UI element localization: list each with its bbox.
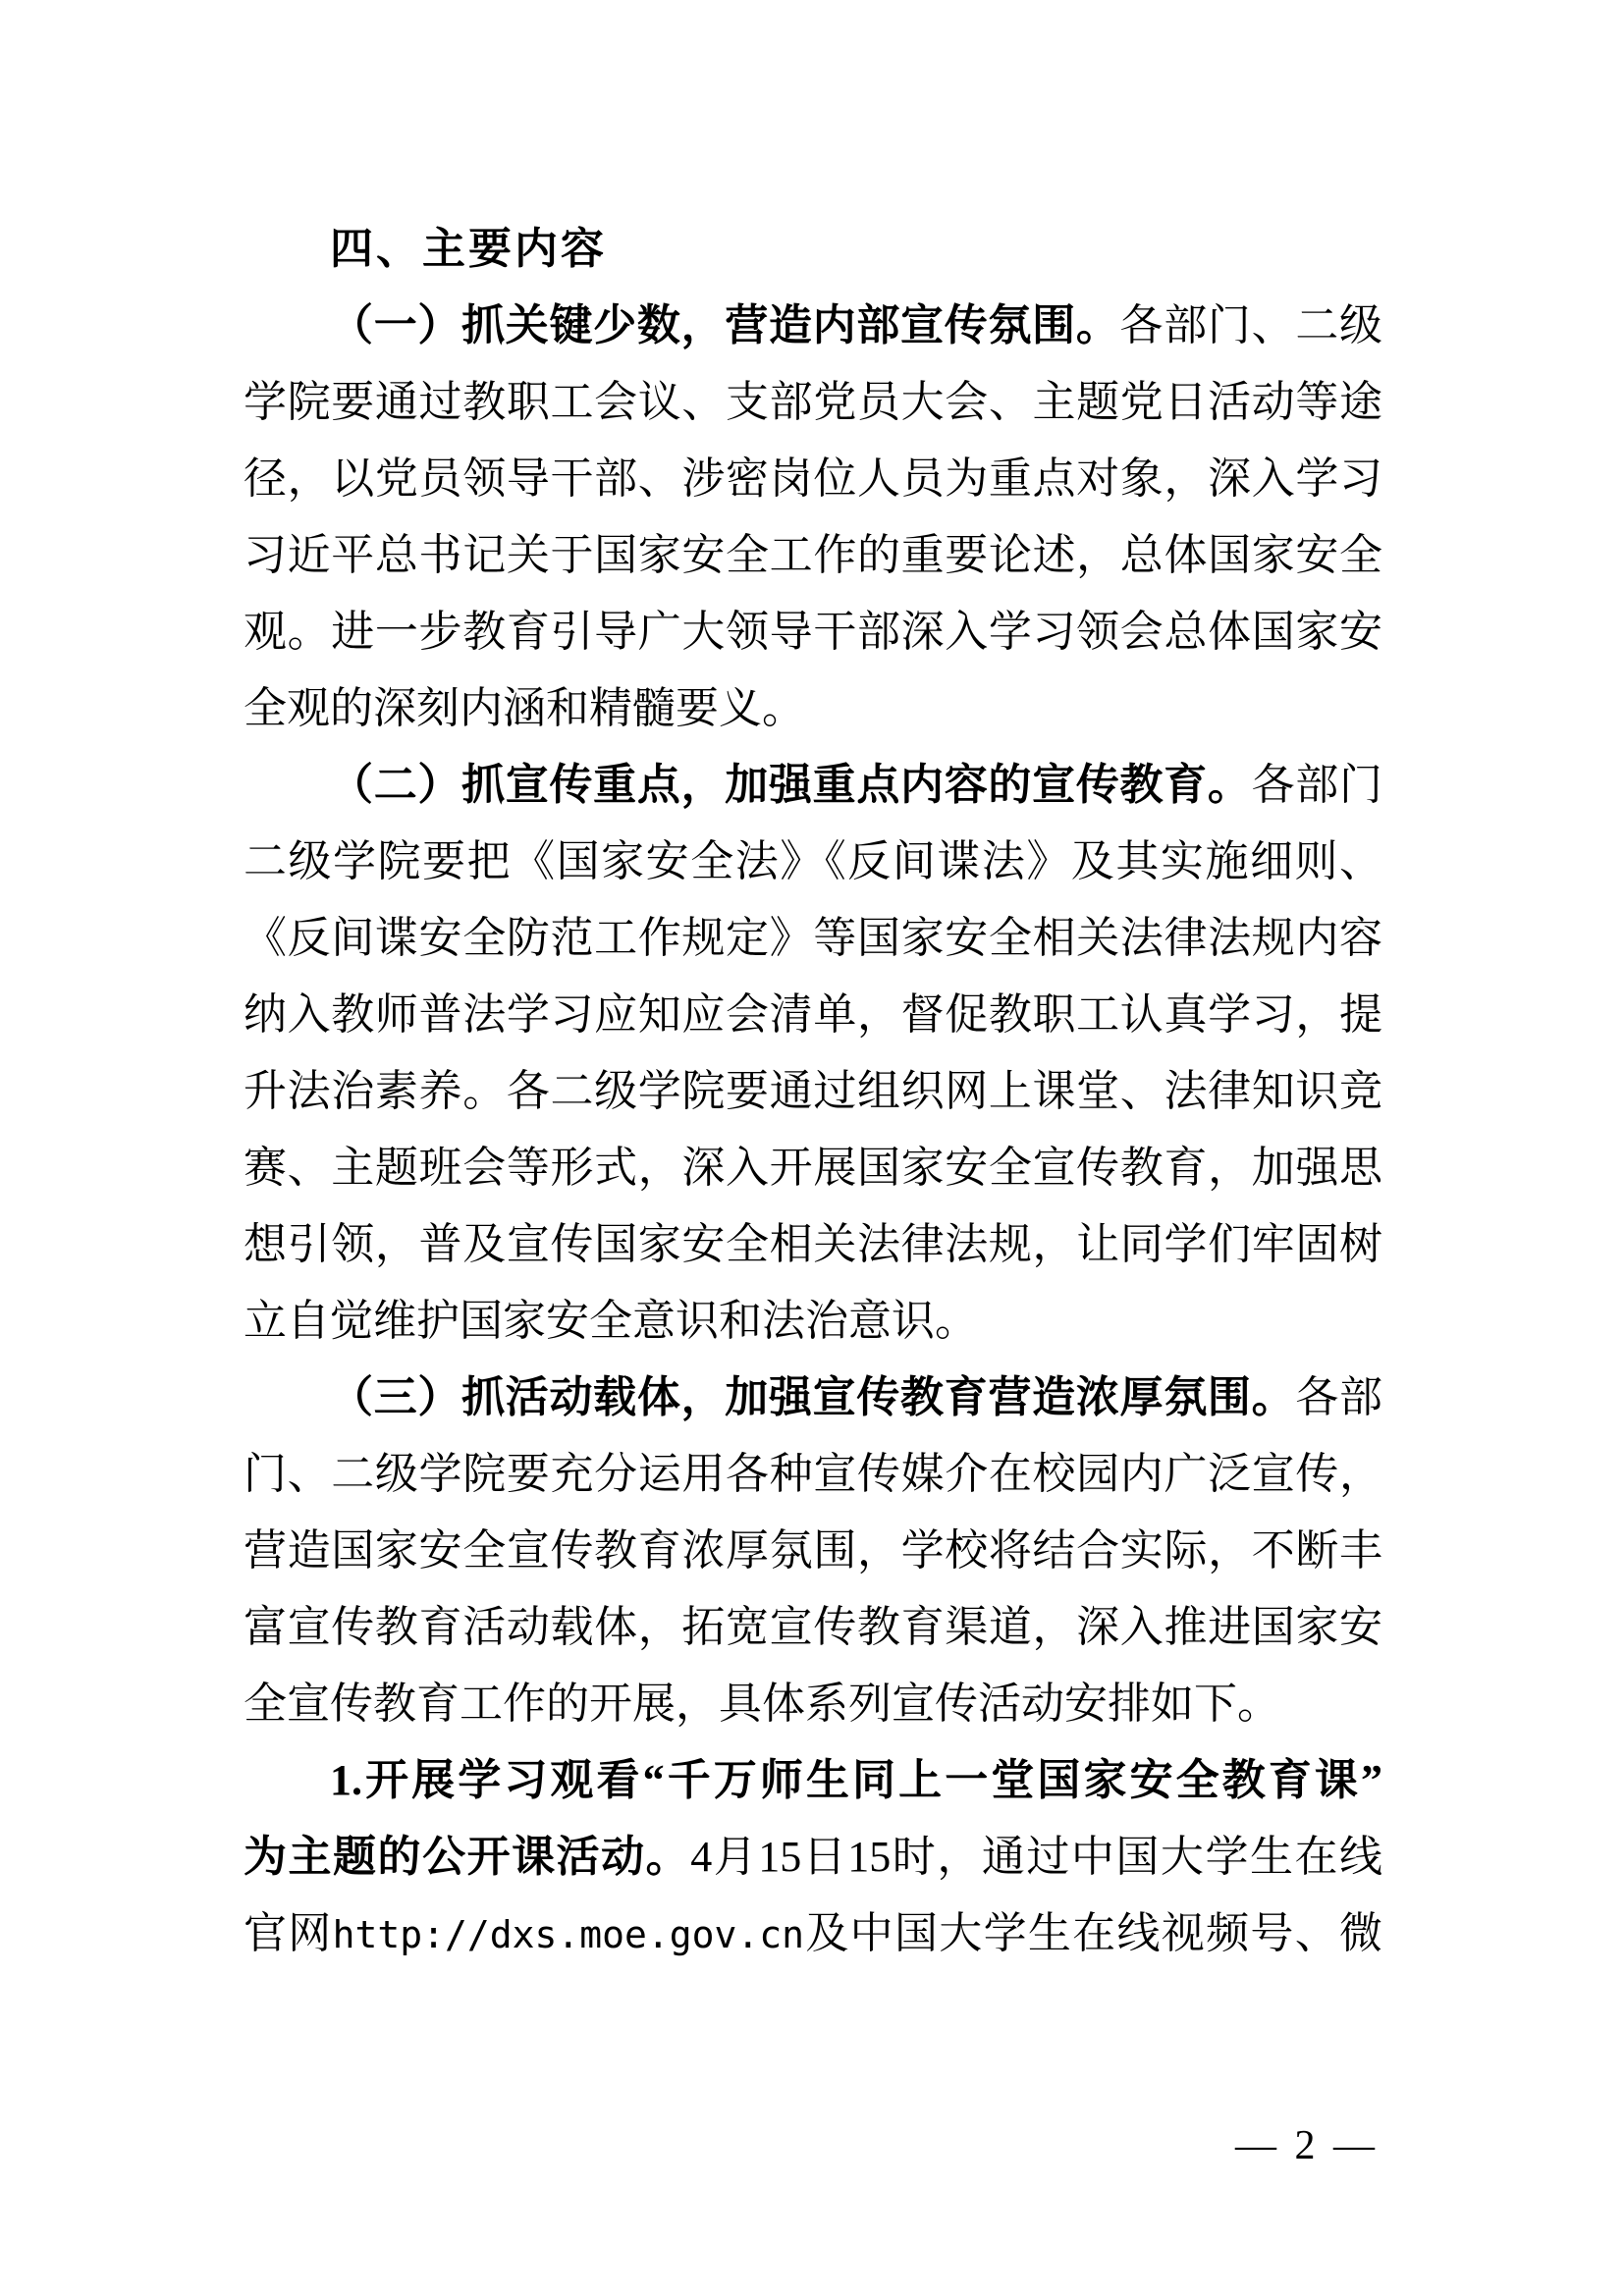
text-segment: （二）抓宣传重点，加强重点内容的宣传教育。 <box>330 761 1252 809</box>
text-segment: 升法治素养。各二级学院要通过组织网上课堂、法律知识竞 <box>244 1067 1382 1115</box>
text-line <box>244 288 1382 364</box>
text-segment: 为主题的公开课活动。 <box>244 1833 691 1881</box>
text-line <box>244 1513 1382 1589</box>
text-segment: 4月15日15时，通过中国大学生在线 <box>690 1833 1383 1881</box>
text-line <box>244 1206 1382 1283</box>
text-line <box>244 1130 1382 1206</box>
text-segment: 二级学院要把《国家安全法》《反间谍法》及其实施细则、 <box>244 837 1382 885</box>
text-line <box>244 1819 1382 1896</box>
text-segment: 立自觉维护国家安全意识和法治意识。 <box>244 1297 978 1345</box>
text-line <box>244 441 1382 517</box>
text-line <box>244 747 1382 824</box>
text-line <box>244 824 1382 900</box>
text-line <box>244 1589 1382 1666</box>
page-number: — 2 — <box>1235 2123 1379 2168</box>
text-segment: 观。进一步教育引导广大领导干部深入学习领会总体国家安 <box>244 608 1382 656</box>
document-body <box>244 211 1382 1972</box>
url-text: http://dxs.moe.gov.cn <box>332 1913 805 1956</box>
text-line <box>244 1896 1382 1972</box>
text-line <box>244 1053 1382 1130</box>
text-line <box>244 1436 1382 1513</box>
section-heading <box>244 211 1382 288</box>
text-line <box>244 517 1382 594</box>
text-line <box>244 594 1382 670</box>
text-segment: 各部门、二级 <box>1119 301 1383 349</box>
text-segment: 各部 <box>1295 1373 1383 1421</box>
text-line <box>244 364 1382 441</box>
text-segment: 全宣传教育工作的开展，具体系列宣传活动安排如下。 <box>244 1680 1280 1728</box>
text-segment: 营造国家安全宣传教育浓厚氛围，学校将结合实际，不断丰 <box>244 1526 1382 1575</box>
text-segment: 四、主要内容 <box>330 225 607 273</box>
text-segment: 门、二级学院要充分运用各种宣传媒介在校园内广泛宣传， <box>244 1450 1382 1498</box>
text-line <box>244 900 1382 977</box>
text-segment: 富宣传教育活动载体，拓宽宣传教育渠道，深入推进国家安 <box>244 1603 1382 1651</box>
text-line <box>244 1360 1382 1436</box>
text-segment: 各部门 <box>1251 761 1383 809</box>
text-segment: 想引领，普及宣传国家安全相关法律法规，让同学们牢固树 <box>244 1220 1382 1268</box>
text-segment: 学院要通过教职工会议、支部党员大会、主题党日活动等途 <box>244 378 1382 426</box>
text-line <box>244 1742 1382 1819</box>
text-line <box>244 1666 1382 1742</box>
text-segment: 全观的深刻内涵和精髓要义。 <box>244 684 805 732</box>
text-segment: 《反间谍安全防范工作规定》等国家安全相关法律法规内容 <box>244 914 1382 962</box>
text-segment: 赛、主题班会等形式，深入开展国家安全宣传教育，加强思 <box>244 1144 1382 1192</box>
text-segment: 纳入教师普法学习应知应会清单，督促教职工认真学习，提 <box>244 990 1382 1039</box>
text-segment: 官网 <box>244 1909 333 1957</box>
text-segment: （一）抓关键少数，营造内部宣传氛围。 <box>330 301 1120 349</box>
text-segment: 1.开展学习观看“千万师生同上一堂国家安全教育课” <box>330 1756 1382 1804</box>
text-segment: （三）抓活动载体，加强宣传教育营造浓厚氛围。 <box>330 1373 1296 1421</box>
text-line <box>244 1283 1382 1360</box>
text-line <box>244 977 1382 1053</box>
text-segment: 径，以党员领导干部、涉密岗位人员为重点对象，深入学习 <box>244 454 1382 503</box>
text-segment: 及中国大学生在线视频号、微 <box>804 1909 1382 1957</box>
text-segment: 习近平总书记关于国家安全工作的重要论述，总体国家安全 <box>244 531 1382 579</box>
text-line <box>244 670 1382 747</box>
